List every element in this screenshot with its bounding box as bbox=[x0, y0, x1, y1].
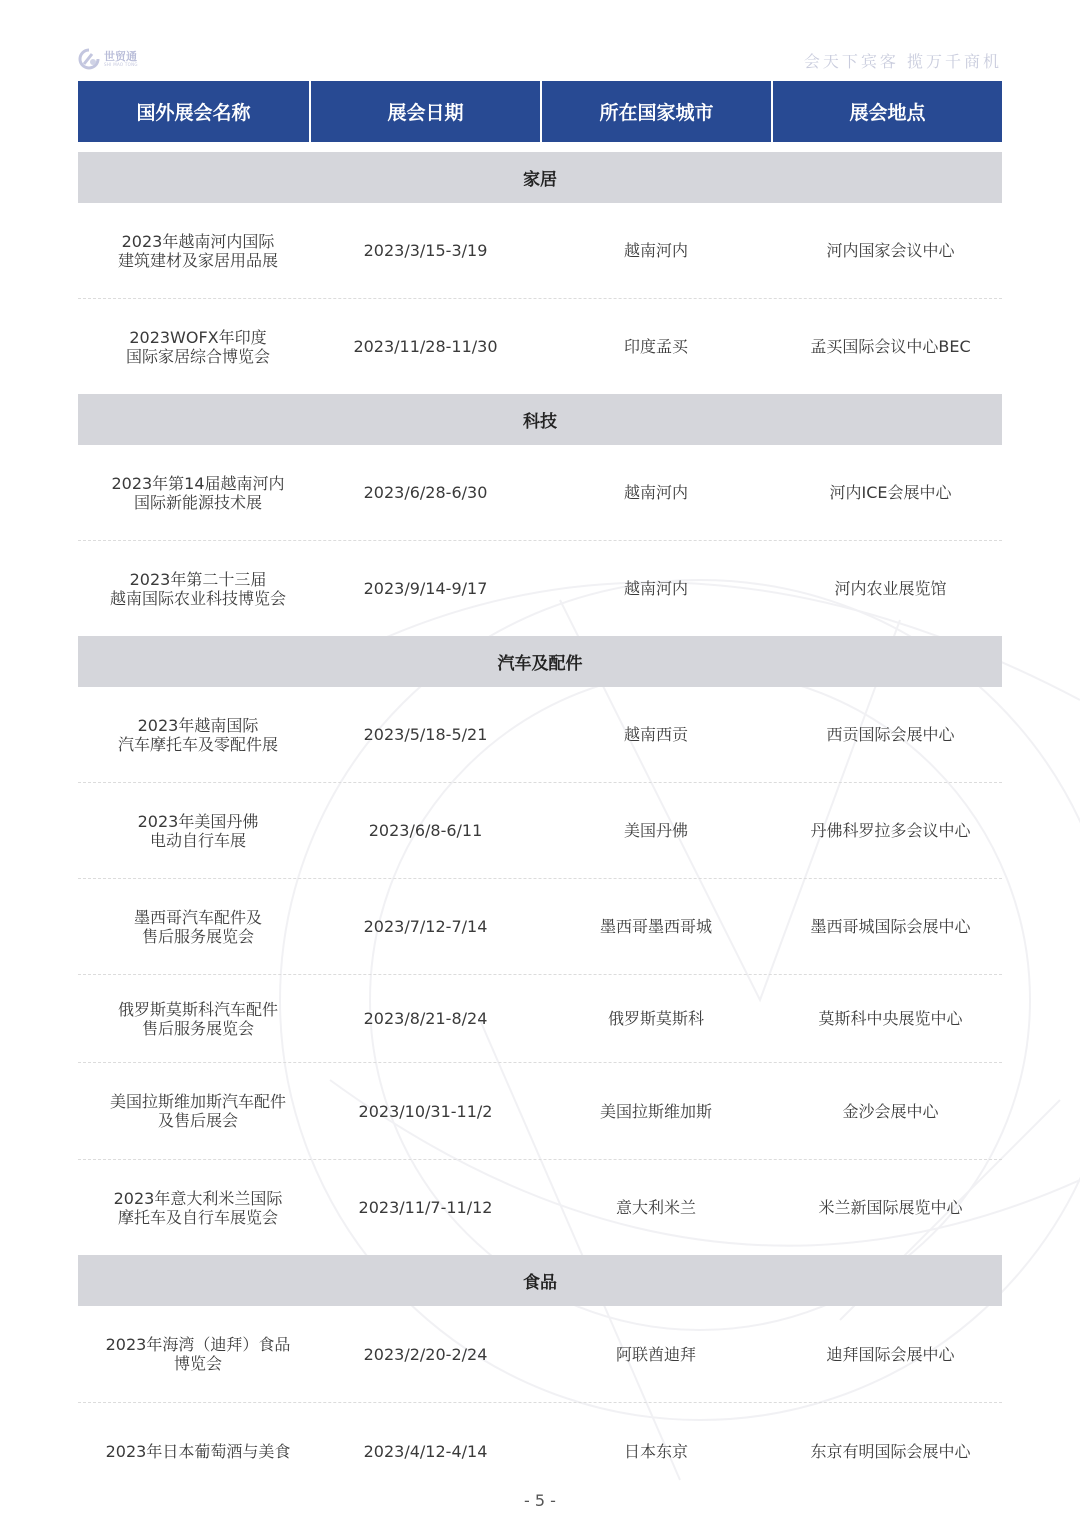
exhibition-name bbox=[134, 908, 262, 946]
logo-text-cn: 世贸通 bbox=[104, 50, 137, 63]
exhibition-venue: 迪拜国际会展中心 bbox=[826, 1344, 955, 1364]
table-header bbox=[78, 81, 1002, 142]
exhibition-city: 意大利米兰 bbox=[615, 1198, 696, 1217]
table-row bbox=[78, 879, 1002, 975]
exhibition-date: 2023/6/28-6/30 bbox=[363, 483, 488, 502]
exhibition-city: 墨西哥墨西哥城 bbox=[599, 917, 712, 936]
table-row bbox=[78, 1403, 1002, 1499]
exhibition-date: 2023/11/28-11/30 bbox=[353, 337, 498, 356]
name-line: 2023年第二十三届 bbox=[129, 569, 267, 589]
name-line: 2023年美国丹佛 bbox=[137, 811, 259, 831]
table-row bbox=[78, 445, 1002, 541]
name-line: 售后服务展览会 bbox=[141, 926, 254, 946]
exhibition-city: 阿联酋迪拜 bbox=[615, 1344, 696, 1364]
exhibition-name bbox=[106, 1442, 291, 1461]
exhibition-name bbox=[138, 812, 259, 850]
exhibition-date: 2023/3/15-3/19 bbox=[363, 241, 488, 260]
exhibition-city: 印度孟买 bbox=[623, 337, 688, 356]
name-line: 美国拉斯维加斯汽车配件 bbox=[109, 1092, 286, 1111]
table-row bbox=[78, 1160, 1002, 1255]
exhibition-table bbox=[78, 81, 1002, 1499]
name-line: 售后服务展览会 bbox=[141, 1018, 254, 1038]
name-line: 2023WOFX年印度 bbox=[129, 327, 267, 347]
exhibition-city: 俄罗斯莫斯科 bbox=[607, 1009, 704, 1028]
name-line: 2023年意大利米兰国际 bbox=[113, 1188, 283, 1208]
name-line: 2023年日本葡萄酒与美食 bbox=[105, 1441, 291, 1461]
exhibition-date: 2023/7/12-7/14 bbox=[363, 917, 488, 936]
column-header-venue: 展会地点 bbox=[773, 81, 1002, 142]
exhibition-name bbox=[114, 1189, 283, 1227]
exhibition-venue: 墨西哥城国际会展中心 bbox=[810, 917, 971, 936]
category-row-auto-parts: 汽车及配件 bbox=[78, 636, 1002, 687]
exhibition-venue: 米兰新国际展览中心 bbox=[818, 1198, 963, 1217]
name-line: 2023年第14届越南河内 bbox=[111, 473, 285, 493]
table-row bbox=[78, 299, 1002, 394]
name-line: 2023年越南国际 bbox=[137, 715, 259, 735]
exhibition-city: 日本东京 bbox=[623, 1441, 688, 1461]
exhibition-venue: 河内国家会议中心 bbox=[826, 241, 955, 260]
logo-swirl-icon bbox=[78, 48, 100, 70]
exhibition-date: 2023/9/14-9/17 bbox=[363, 579, 488, 598]
table-row bbox=[78, 1063, 1002, 1160]
exhibition-date: 2023/8/21-8/24 bbox=[363, 1009, 488, 1028]
exhibition-city: 美国拉斯维加斯 bbox=[599, 1101, 712, 1121]
logo bbox=[78, 48, 138, 70]
category-row-tech: 科技 bbox=[78, 394, 1002, 445]
column-header-date: 展会日期 bbox=[311, 81, 540, 142]
name-line: 摩托车及自行车展览会 bbox=[117, 1207, 278, 1227]
exhibition-city: 越南河内 bbox=[623, 483, 688, 502]
exhibition-city: 美国丹佛 bbox=[623, 821, 688, 840]
page-number: - 5 - bbox=[524, 1491, 556, 1510]
name-line: 建筑建材及家居用品展 bbox=[117, 250, 278, 270]
page-header bbox=[78, 46, 1002, 74]
exhibition-venue: 孟买国际会议中心BEC bbox=[810, 337, 971, 356]
table-row bbox=[78, 541, 1002, 636]
exhibition-venue: 河内ICE会展中心 bbox=[829, 483, 952, 502]
column-header-city: 所在国家城市 bbox=[542, 81, 771, 142]
exhibition-name bbox=[126, 328, 270, 366]
exhibition-name bbox=[118, 232, 278, 270]
exhibition-name bbox=[118, 716, 278, 754]
category-row-home: 家居 bbox=[78, 152, 1002, 203]
exhibition-date: 2023/11/7-11/12 bbox=[358, 1198, 493, 1217]
column-header-name: 国外展会名称 bbox=[78, 81, 309, 142]
exhibition-date: 2023/6/8-6/11 bbox=[368, 821, 483, 840]
name-line: 国际新能源技术展 bbox=[133, 492, 262, 512]
name-line: 博览会 bbox=[173, 1354, 222, 1373]
table-row bbox=[78, 783, 1002, 879]
name-line: 汽车摩托车及零配件展 bbox=[117, 734, 278, 754]
exhibition-city: 越南西贡 bbox=[623, 725, 688, 744]
category-row-food: 食品 bbox=[78, 1255, 1002, 1306]
logo-text-en: SHI MAO TONG bbox=[104, 62, 138, 67]
exhibition-name bbox=[111, 474, 284, 512]
exhibition-venue: 东京有明国际会展中心 bbox=[810, 1441, 971, 1461]
exhibition-date: 2023/10/31-11/2 bbox=[358, 1101, 493, 1121]
exhibition-name bbox=[106, 1335, 291, 1373]
exhibition-venue: 金沙会展中心 bbox=[842, 1101, 939, 1121]
exhibition-name bbox=[110, 1092, 286, 1130]
name-line: 越南国际农业科技博览会 bbox=[109, 588, 286, 608]
exhibition-date: 2023/5/18-5/21 bbox=[363, 725, 488, 744]
name-line: 2023年海湾（迪拜）食品 bbox=[105, 1335, 291, 1354]
exhibition-name bbox=[110, 570, 286, 608]
exhibition-venue: 西贡国际会展中心 bbox=[826, 725, 955, 744]
exhibition-date: 2023/4/12-4/14 bbox=[363, 1441, 488, 1461]
name-line: 及售后展会 bbox=[157, 1111, 238, 1130]
exhibition-city: 越南河内 bbox=[623, 579, 688, 598]
name-line: 2023年越南河内国际 bbox=[121, 231, 275, 251]
exhibition-date: 2023/2/20-2/24 bbox=[363, 1344, 488, 1364]
table-row bbox=[78, 975, 1002, 1063]
slogan: 会天下宾客 揽万千商机 bbox=[803, 52, 1002, 71]
exhibition-venue: 丹佛科罗拉多会议中心 bbox=[810, 821, 971, 840]
name-line: 电动自行车展 bbox=[149, 830, 246, 850]
table-row bbox=[78, 203, 1002, 299]
table-row bbox=[78, 687, 1002, 783]
table-row bbox=[78, 1306, 1002, 1403]
exhibition-city: 越南河内 bbox=[623, 241, 688, 260]
exhibition-name bbox=[118, 1000, 278, 1038]
exhibition-venue: 河内农业展览馆 bbox=[834, 579, 947, 598]
name-line: 俄罗斯莫斯科汽车配件 bbox=[117, 999, 278, 1019]
name-line: 国际家居综合博览会 bbox=[125, 346, 270, 366]
exhibition-venue: 莫斯科中央展览中心 bbox=[818, 1009, 963, 1028]
name-line: 墨西哥汽车配件及 bbox=[133, 907, 262, 927]
